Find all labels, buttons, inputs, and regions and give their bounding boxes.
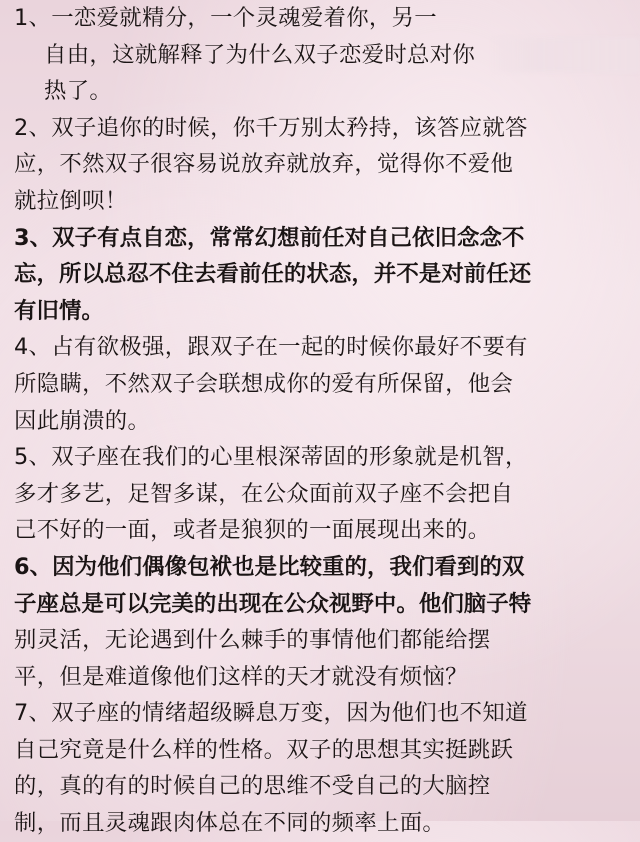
text-line-6: 就拉倒呗！	[14, 187, 128, 214]
text-line-12: 因此崩溃的。	[14, 407, 151, 434]
text-line-23: 制，而且灵魂跟肉体总在不同的频率上面。	[14, 810, 446, 837]
text-line-11: 所隐瞒，不然双子会联想成你的爱有所保留，他会	[14, 370, 514, 397]
text-line-3: 热了。	[44, 78, 113, 105]
text-line-14: 多才多艺，足智多谋，在公众面前双子座不会把自	[14, 480, 514, 507]
article-body	[14, 0, 626, 842]
text-line-10: 4、占有欲极强，跟双子在一起的时候你最好不要有	[14, 334, 528, 361]
text-line-16: 6、因为他们偶像包袱也是比较重的，我们看到的双	[14, 553, 525, 580]
text-line-2: 自由，这就解释了为什么双子恋爱时总对你	[44, 41, 476, 68]
text-line-21: 自己究竟是什么样的性格。双子的思想其实挺跳跃	[14, 736, 514, 763]
text-line-15: 己不好的一面，或者是狼狈的一面展现出来的。	[14, 517, 491, 544]
text-line-1: 1、一恋爱就精分，一个灵魂爱着你，另一	[14, 5, 437, 31]
text-line-9: 有旧情。	[14, 297, 104, 324]
text-line-22: 的，真的有的时候自己的思维不受自己的大脑控	[14, 773, 491, 800]
text-line-8: 忘，所以总忍不住去看前任的状态，并不是对前任还	[14, 261, 532, 288]
text-line-5: 应，不然双子很容易说放弃就放弃，觉得你不爱他	[14, 151, 514, 178]
text-line-17: 子座总是可以完美的出现在公众视野中。他们脑子特	[14, 590, 532, 617]
blurred-overlay	[490, 38, 640, 72]
text-line-4: 2、双子追你的时候，你千万别太矜持，该答应就答	[14, 114, 528, 141]
text-line-13: 5、双子座在我们的心里根深蒂固的形象就是机智，	[14, 444, 528, 471]
text-line-7: 3、双子有点自恋，常常幻想前任对自己依旧念念不	[14, 224, 525, 251]
text-line-20: 7、双子座的情绪超级瞬息万变，因为他们也不知道	[14, 700, 528, 727]
text-line-18: 别灵活，无论遇到什么棘手的事情他们都能给摆	[14, 627, 491, 654]
text-line-19: 平，但是难道像他们这样的天才就没有烦恼？	[14, 663, 468, 690]
